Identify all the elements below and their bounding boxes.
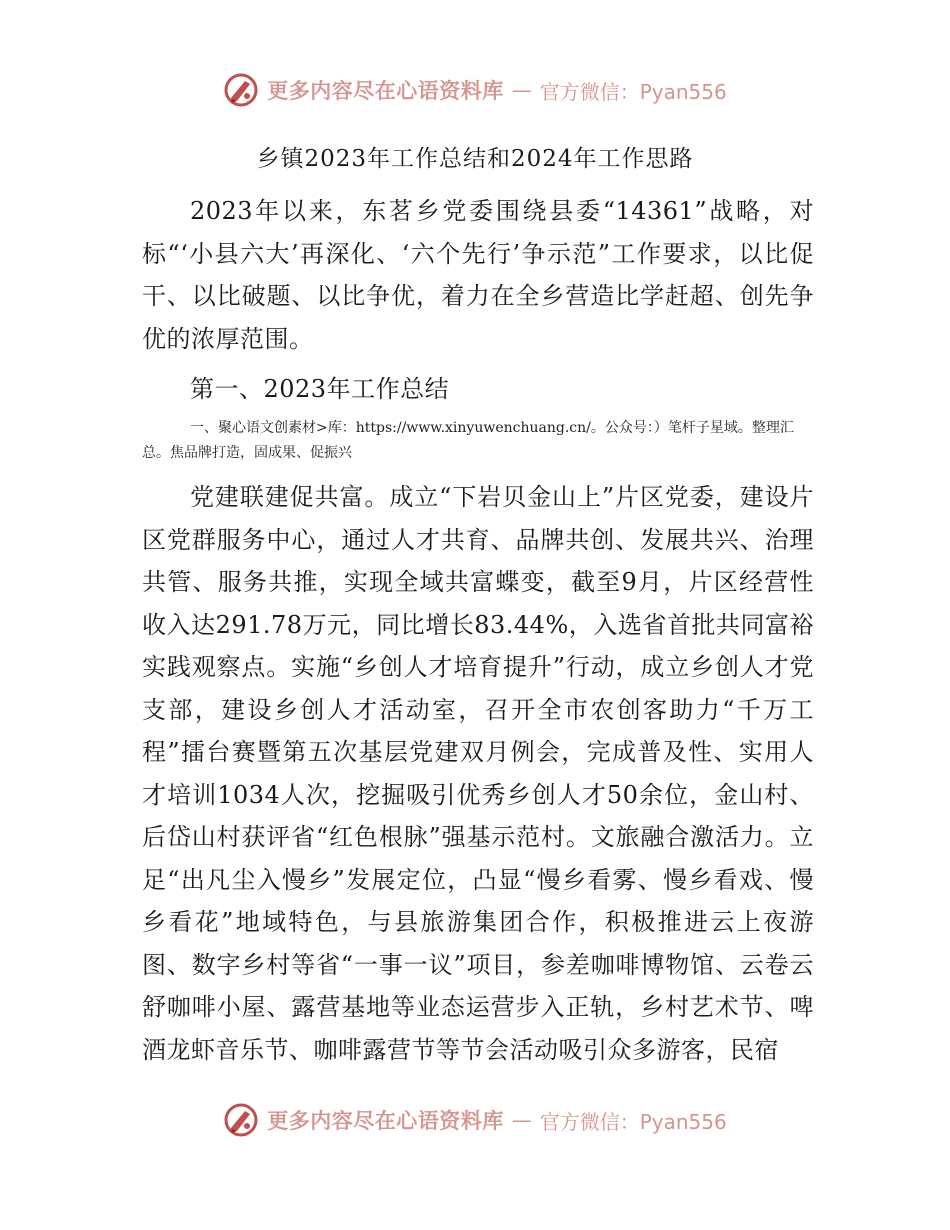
document-title: 乡镇2023年工作总结和2024年工作思路 — [256, 146, 694, 172]
header-banner — [0, 70, 950, 110]
intro-paragraph: 2023年以来，东茗乡党委围绕县委“14361”战略，对标“‘小县六大’再深化、‘六个先行’争示范”工作要求，以比促干、以比破题、以比争优，着力在全乡营造比学赶超、创先争优的浓厚范围。 — [142, 197, 814, 353]
brand-logo-icon — [223, 1102, 259, 1138]
section-heading: 第一、2023年工作总结 — [190, 375, 450, 403]
source-note: 一、聚心语文创素材>库：https://www.xinyuwenchuang.cn/。公众号：）笔杆子星域。整理汇总。焦品牌打造，固成果、促振兴 — [142, 420, 794, 461]
footer-banner — [0, 1100, 950, 1140]
banner-slogan: 更多内容尽在心语资料库 — [267, 79, 504, 103]
banner-separator: — — [511, 1108, 532, 1132]
banner-slogan: 更多内容尽在心语资料库 — [267, 1109, 504, 1133]
body-paragraph: 党建联建促共富。成立“下岩贝金山上”片区党委，建设片区党群服务中心，通过人才共育、品牌共创、发展共兴、治理共管、服务共推，实现全域共富蝶变，截至9月，片区经营性收入达291.78万元，同比增长83.44%，入选省首批共同富裕实践观察点。实施“乡创人才培育提升”行动，成立乡创人才党支部，建设乡创人才活动室，召开全市农创客助力“千万工程”擂台赛暨第五次基层党建双月例会，完成普及性、实用人才培训1034人次，挖掘吸引优秀乡创人才50余位，金山村、后岱山村获评省“红色根脉”强基示范村。文旅融合激活力。立足“出凡尘入慢乡”发展定位，凸显“慢乡看雾、慢乡看戏、慢乡看花”地域特色，与县旅游集团合作，积极推进云上夜游图、数字乡村等省“一事一议”项目，参差咖啡博物馆、云卷云舒咖啡小屋、露营基地等业态运营步入正轨，乡村艺术节、啤酒龙虾音乐节、咖啡露营节等节会活动吸引众多游客，民宿 — [142, 483, 814, 1064]
banner-wechat: 官方微信：Pyan556 — [539, 79, 727, 104]
banner-wechat: 官方微信：Pyan556 — [539, 1109, 727, 1134]
document-body — [142, 190, 814, 1071]
brand-logo-icon — [223, 72, 259, 108]
banner-separator: — — [511, 78, 532, 102]
